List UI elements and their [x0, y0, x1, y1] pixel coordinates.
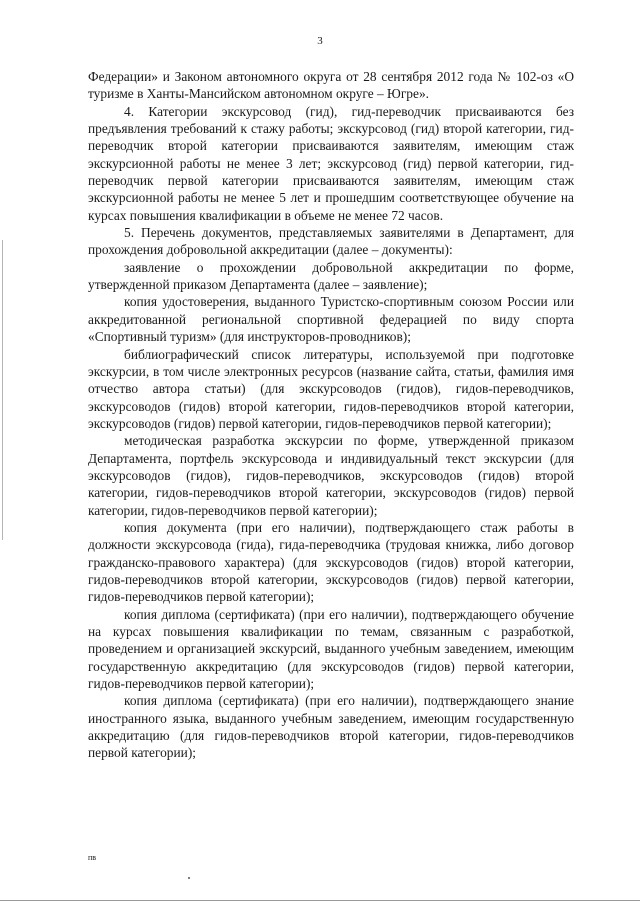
scan-speck [188, 877, 190, 879]
document-body [88, 68, 574, 762]
paragraph-item-4: 4. Категории экскурсовод (гид), гид-переводчик присваиваются без предъявления требований к стажу работы; экскурсовод (гид) второй категории, гид-переводчик второй категории присваиваются заявителям, имеющим стаж экскурсионной работы не менее 3 лет; экскурсовод (гид) первой категории, гид-переводчик первой категории присваиваются заявителям, имеющим стаж экскурсионной работы не менее 5 лет и прошедшим соответствующее обучение на курсах повышения квалификации в объеме не менее 72 часов. [88, 103, 574, 223]
list-item-methodical-development: методическая разработка экскурсии по форме, утвержденной приказом Департамента, портфель экскурсовода и индивидуальный текст экскурсии (для экскурсоводов (гидов), гидов-переводчиков, экскурсоводов (гидов) второй категории, гидов-переводчиков второй категории, экскурсоводов (гидов) первой категории, гидов-переводчиков первой категории); [88, 433, 574, 518]
list-item-bibliography: библиографический список литературы, используемой при подготовке экскурсии, в том числе электронных ресурсов (название сайта, статьи, фамилия имя отчество автора статьи) (для экскурсоводов (гидов), гидов-переводчиков, экскурсоводов (гидов) второй категории, гидов-переводчиков второй категории, экскурсоводов (гидов) первой категории, гидов-переводчиков первой категории); [88, 346, 574, 431]
list-item-work-experience-document: копия документа (при его наличии), подтверждающего стаж работы в должности экскурсовода (гида), гида-переводчика (трудовая книжка, либо договор гражданско-правового характера) (для экскурсоводов (гидов) второй категории, гидов-переводчиков второй категории, экскурсоводов (гидов) первой категории, гидов-переводчиков первой категории); [88, 519, 574, 605]
scan-edge-bottom [0, 900, 640, 901]
list-item-language-diploma: копия диплома (сертификата) (при его наличии), подтверждающего знание иностранного языка, выданного учебным заведением, имеющим государственную аккредитацию (для гидов-переводчиков второй категории, гидов-переводчиков первой категории); [88, 693, 574, 761]
scan-edge-left [2, 240, 3, 540]
footer-mark: пв [88, 853, 97, 862]
page-number: 3 [317, 35, 323, 47]
list-item-application: заявление о прохождении добровольной аккредитации по форме, утвержденной приказом Департамента (далее – заявление); [88, 259, 574, 293]
paragraph-item-5: 5. Перечень документов, представляемых заявителями в Департамент, для прохождения добровольной аккредитации (далее – документы): [88, 225, 574, 258]
list-item-certificate-copy: копия удостоверения, выданного Туристско-спортивным союзом России или аккредитованной региональной спортивной федерацией по виду спорта «Спортивный туризм» (для инструкторов-проводников); [88, 294, 574, 345]
paragraph-intro-continuation: Федерации» и Законом автономного округа от 28 сентября 2012 года № 102-оз «О туризме в Ханты-Мансийском автономном округе – Югре». [88, 69, 574, 102]
list-item-training-diploma: копия диплома (сертификата) (при его наличии), подтверждающего обучение на курсах повышения квалификации по темам, связанным с разработкой, проведением и организацией экскурсий, выданного учебным заведением, имеющим государственную аккредитацию (для экскурсоводов (гидов) первой категории, гидов-переводчиков первой категории); [88, 606, 574, 692]
